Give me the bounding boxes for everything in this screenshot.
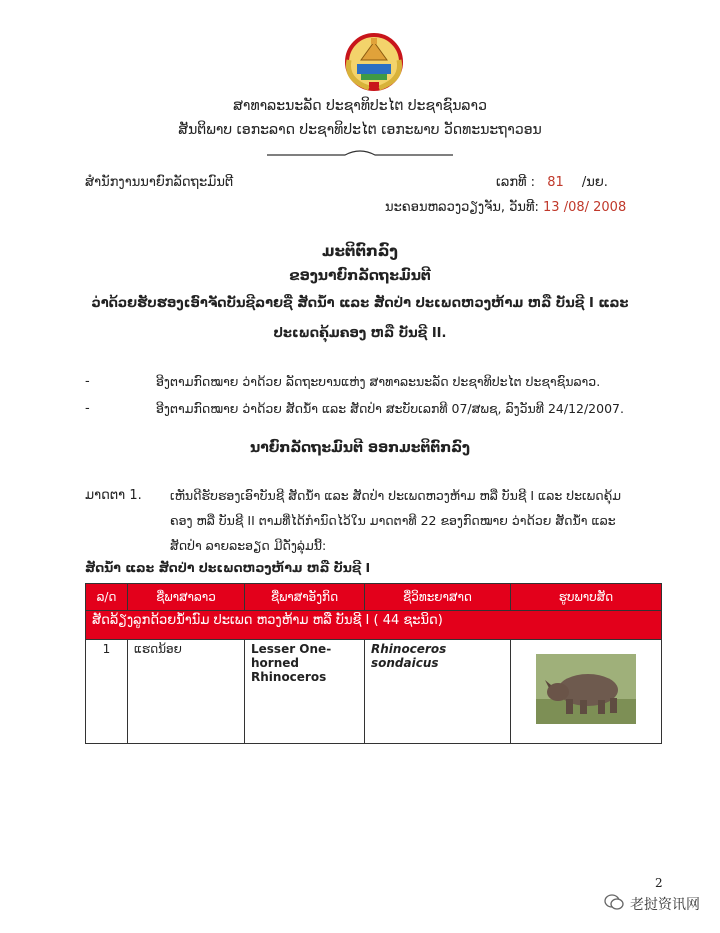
header-image: ຮູບພາບສັດ bbox=[511, 584, 662, 611]
lao-national-emblem bbox=[339, 30, 409, 92]
number-value: 81 bbox=[547, 175, 564, 190]
document-number bbox=[496, 175, 608, 190]
date-value: 13 /08/ 2008 bbox=[543, 200, 627, 215]
cell-lao-name: ແຮດນ້ອຍ bbox=[128, 640, 245, 744]
reference-dash: - bbox=[85, 401, 90, 416]
cell-number: 1 bbox=[86, 640, 128, 744]
republic-name: ສາທາລະນະລັດ ປະຊາທິປະໄຕ ປະຊາຊົນລາວ bbox=[233, 98, 487, 114]
decision-subtitle: ຂອງນາຍົກລັດຖະມົນຕີ bbox=[289, 268, 431, 284]
decision-title: ມະຕິຕົກລົງ bbox=[322, 242, 398, 260]
animal-table bbox=[85, 583, 662, 744]
cell-image bbox=[511, 640, 662, 744]
number-label: ເລກທີ : bbox=[496, 175, 536, 190]
header-scientific-name: ຊື່ວິທະຍາສາດ bbox=[365, 584, 511, 611]
wechat-icon bbox=[604, 893, 624, 915]
watermark-text: 老挝资讯网 bbox=[630, 897, 700, 913]
reference-item: ອີງຕາມກົດໝາຍ ວ່າດ້ວຍ ສັດນ້ຳ ແລະ ສັດປ່າ ສະບັບເລກທີ 07/ສພຊ, ລົງວັນທີ 24/12/2007. bbox=[156, 401, 624, 416]
decision-heading: ນາຍົກລັດຖະມົນຕີ ອອກມະຕິຕົກລົງ bbox=[249, 440, 471, 456]
article-text-line2: ຄອງ ຫລື ບັນຊີ II ຕາມທີ່ໄດ້ກຳນົດໄວ້ໃນ ມາດຕາທີ 22 ຂອງກົດໝາຍ ວ່າດ້ວຍ ສັດນ້ຳ ແລະ bbox=[170, 513, 616, 528]
rhinoceros-photo bbox=[536, 654, 636, 724]
group-label: ສັດລ້ຽງລູກດ້ວຍນ້ຳນົມ ປະເພດ ຫວງຫ້າມ ຫລື ບັນຊີ I ( 44 ຊະນິດ) bbox=[86, 611, 662, 640]
number-suffix: /ນຍ. bbox=[581, 175, 608, 190]
header-number: ລ/ດ bbox=[86, 584, 128, 611]
group-row bbox=[86, 611, 662, 640]
watermark bbox=[604, 893, 700, 915]
article-text-line1: ເຫັນດີຮັບຮອງເອົາບັນຊີ ສັດນ້ຳ ແລະ ສັດປ່າ ປະເພດຫວງຫ້າມ ຫລື ບັນຊີ I ແລະ ປະເພດຄຸ້ມ bbox=[170, 488, 621, 503]
decorative-divider bbox=[265, 144, 455, 158]
page-number: 2 bbox=[655, 876, 663, 890]
article-label: ມາດຕາ 1. bbox=[85, 488, 142, 503]
header-english-name: ຊື່ພາສາອັງກິດ bbox=[245, 584, 365, 611]
reference-dash: - bbox=[85, 374, 90, 389]
office-name: ສຳນັກງານນາຍົກລັດຖະມົນຕີ bbox=[85, 175, 234, 190]
decision-subject-line1: ວ່າດ້ວຍຮັບຮອງເອົາຈັດບັນຊີລາຍຊື່ ສັດນ້ຳ ແລະ ສັດປ່າ ປະເພດຫວງຫ້າມ ຫລື ບັນຊີ I ແລະ bbox=[91, 296, 629, 311]
decision-subject-line2: ປະເພດຄຸ້ມຄອງ ຫລື ບັນຊີ II. bbox=[273, 326, 447, 341]
article-text-line3: ສັດປ່າ ລາຍລະອຽດ ມີດັ່ງລຸ່ມນີ້: bbox=[170, 538, 327, 553]
cell-english-name: Lesser One-horned Rhinoceros bbox=[245, 640, 365, 744]
place-date bbox=[385, 200, 626, 215]
header-lao-name: ຊື່ພາສາລາວ bbox=[128, 584, 245, 611]
place-date-label: ນະຄອນຫລວງວຽງຈັນ, ວັນທີ: bbox=[385, 200, 539, 215]
table-row bbox=[86, 640, 662, 744]
reference-item: ອີງຕາມກົດໝາຍ ວ່າດ້ວຍ ລັດຖະບານແຫ່ງ ສາທາລະນະລັດ ປະຊາທິປະໄຕ ປະຊາຊົນລາວ. bbox=[156, 374, 601, 389]
national-motto: ສັນຕິພາບ ເອກະລາດ ປະຊາທິປະໄຕ ເອກະພາບ ວັດທະນະຖາວອນ bbox=[178, 122, 542, 138]
cell-scientific-name: Rhinoceros sondaicus bbox=[365, 640, 511, 744]
table-header-row bbox=[86, 584, 662, 611]
list-heading: ສັດນ້ຳ ແລະ ສັດປ່າ ປະເພດຫວງຫ້າມ ຫລື ບັນຊີ I bbox=[85, 560, 371, 575]
